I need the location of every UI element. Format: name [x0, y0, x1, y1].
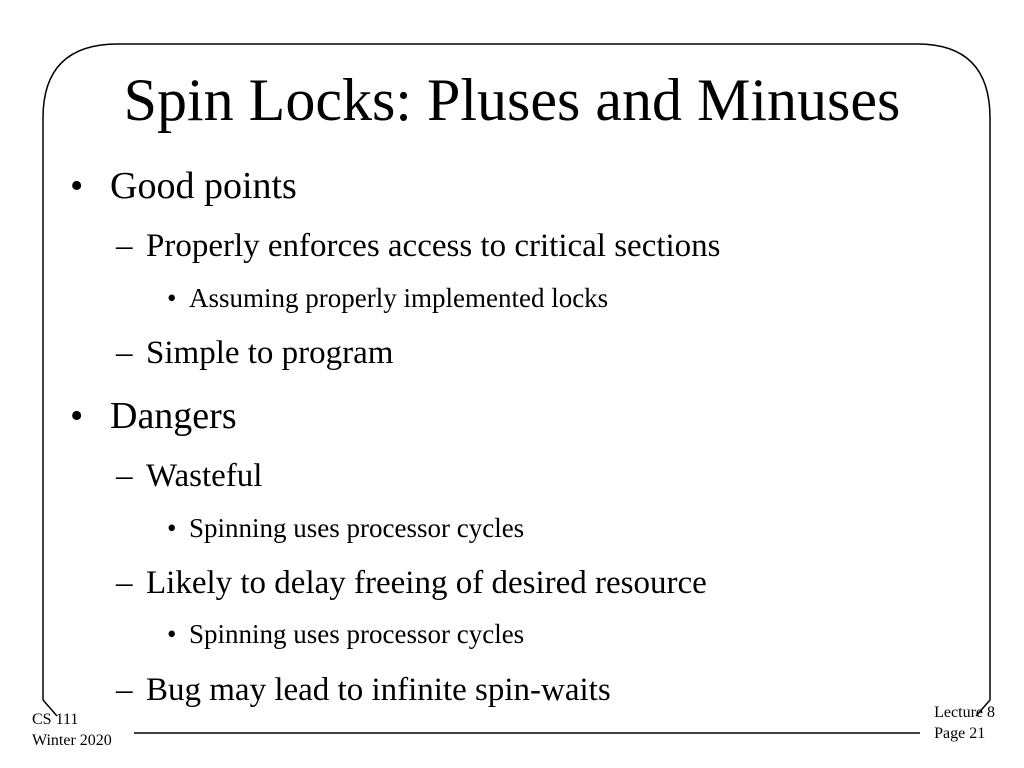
- bullet-marker: •: [167, 513, 177, 543]
- bullet-text: Spinning uses processor cycles: [189, 513, 525, 543]
- bullet-text: Bug may lead to infinite spin-waits: [146, 672, 611, 708]
- bullet-good-points: [70, 164, 297, 208]
- bullet-bug-spin-waits: [116, 670, 611, 710]
- bullet-text: Simple to program: [146, 335, 394, 371]
- bullet-text: Good points: [110, 165, 297, 207]
- bullet-spinning-cycles-1: [167, 512, 524, 544]
- bullet-text: Dangers: [110, 395, 237, 437]
- bullet-assuming-locks: [167, 282, 608, 314]
- bullet-text: Assuming properly implemented locks: [189, 283, 609, 313]
- bullet-text: Properly enforces access to critical sections: [146, 228, 721, 264]
- footer-course: CS 111: [32, 711, 79, 728]
- footer-page: Page 21: [934, 725, 986, 742]
- bullet-wasteful: [116, 456, 262, 496]
- bullet-marker: •: [70, 165, 84, 207]
- footer-course-info: [32, 709, 112, 751]
- footer-lecture: Lecture 8: [934, 704, 995, 721]
- footer-term: Winter 2020: [32, 732, 112, 749]
- bullet-text: Spinning uses processor cycles: [189, 619, 525, 649]
- bullet-marker: •: [167, 283, 177, 313]
- slide-title: Spin Locks: Pluses and Minuses: [123, 67, 901, 133]
- dash-marker: –: [116, 335, 133, 371]
- dash-marker: –: [116, 672, 133, 708]
- bullet-properly-enforces: [116, 226, 721, 266]
- bullet-simple-to-program: [116, 333, 393, 373]
- dash-marker: –: [116, 228, 133, 264]
- dash-marker: –: [116, 458, 133, 494]
- footer-page-info: [934, 702, 995, 744]
- bullet-spinning-cycles-2: [167, 618, 524, 650]
- bullet-text: Likely to delay freeing of desired resource: [146, 565, 707, 601]
- bullet-likely-delay: [116, 563, 707, 603]
- bullet-text: Wasteful: [146, 458, 263, 494]
- dash-marker: –: [116, 565, 133, 601]
- bullet-dangers: [70, 394, 237, 438]
- bullet-marker: •: [167, 619, 177, 649]
- bullet-marker: •: [70, 395, 84, 437]
